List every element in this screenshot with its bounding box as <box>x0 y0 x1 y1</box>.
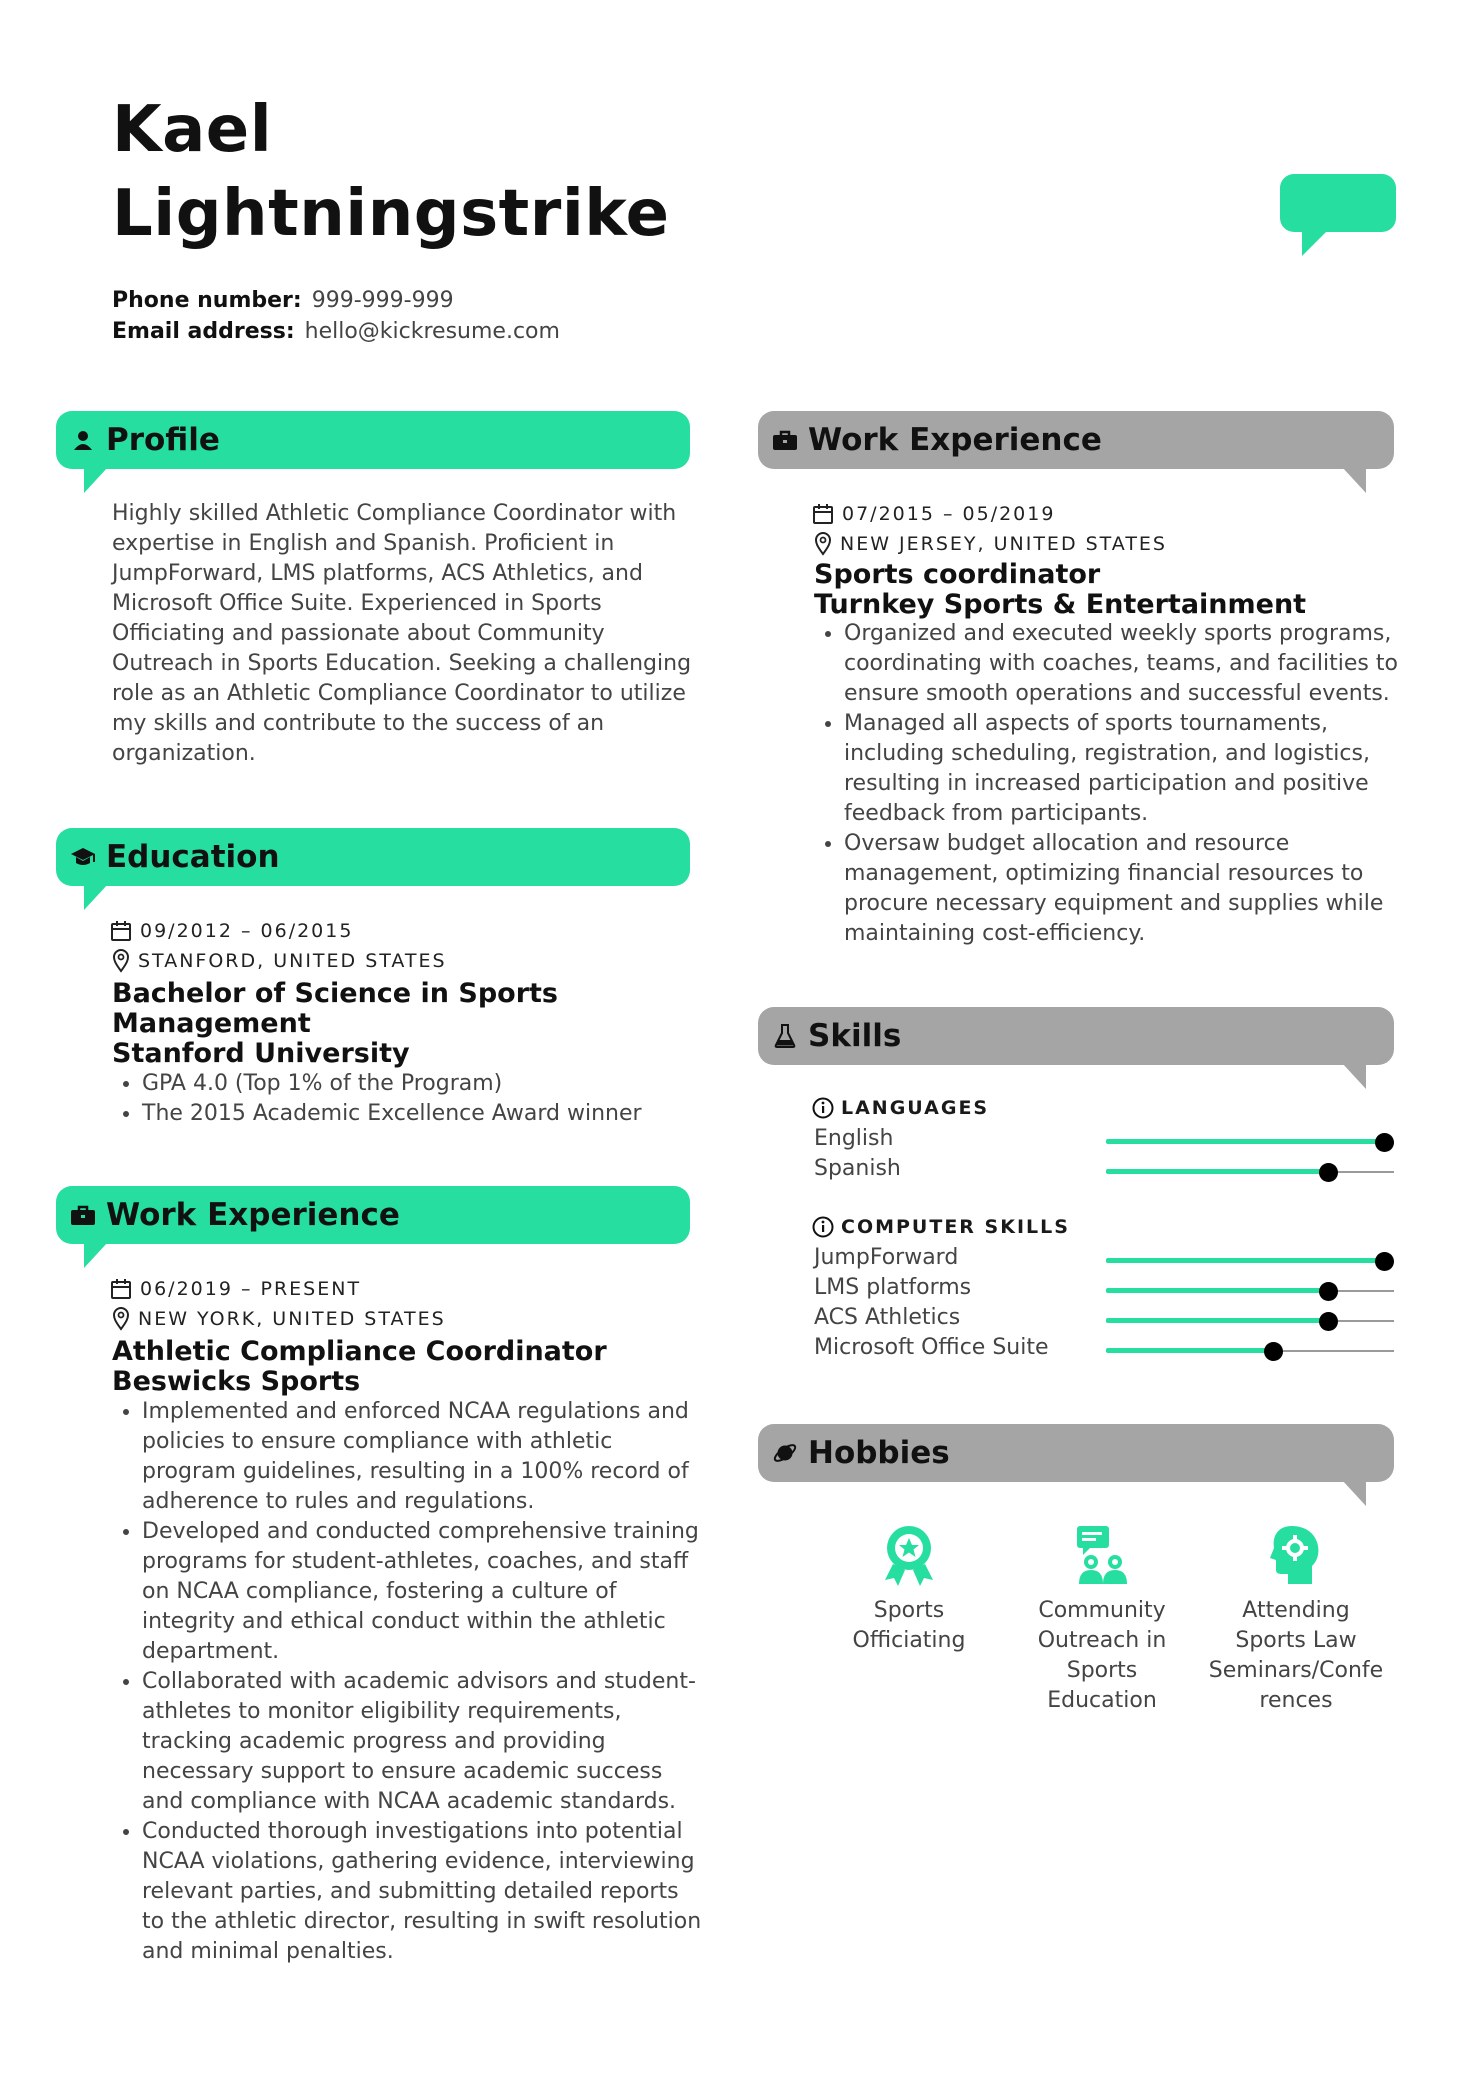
profile-summary: Highly skilled Athletic Compliance Coordinator with expertise in English and Spanish. Proficient in JumpForward, LMS platforms, ACS Athletics, and Microsoft Office Suite. Experienced in Sports Officiating and passionate about Community Outreach in Sports Education. Seeking a challenging role as an Athletic Compliance Coordinator to utilize my skills and contribute to the success of an organization. <box>112 501 692 766</box>
work-left-location: NEW YORK, UNITED STATES <box>112 1304 446 1334</box>
job-title: Athletic Compliance Coordinator <box>112 1336 607 1367</box>
planet-icon <box>772 1440 798 1466</box>
skill-name: LMS platforms <box>814 1275 972 1300</box>
education-school: Stanford University <box>112 1038 410 1069</box>
skill-level-fill <box>1106 1258 1384 1263</box>
first-name: Kael <box>112 93 273 167</box>
email-value: hello@kickresume.com <box>304 319 560 344</box>
skill-name: Microsoft Office Suite <box>814 1335 1049 1360</box>
list-item: • GPA 4.0 (Top 1% of the Program) <box>142 1069 732 1099</box>
list-item: • Organized and executed weekly sports programs, coordinating with coaches, teams, and facilities to ensure smooth operations and successful events. <box>844 619 1444 709</box>
languages-category: LANGUAGES <box>812 1097 989 1119</box>
contact-info <box>112 285 560 347</box>
calendar-icon <box>812 503 834 525</box>
work-left-job <box>112 1337 607 1397</box>
hobby-sports-officiating: Sports Officiating <box>814 1520 1004 1656</box>
work-right-bullets <box>814 619 1444 949</box>
skill-name: JumpForward <box>814 1245 959 1270</box>
work-title-left: Work Experience <box>106 1197 400 1233</box>
skill-level-fill <box>1106 1169 1328 1174</box>
last-name: Lightningstrike <box>112 177 670 251</box>
hobby-community-outreach: Community Outreach in Sports Education <box>1007 1520 1197 1716</box>
education-title: Education <box>106 839 280 875</box>
skills-title: Skills <box>808 1018 902 1054</box>
computer-skills-category: COMPUTER SKILLS <box>812 1216 1070 1238</box>
education-location: STANFORD, UNITED STATES <box>112 946 447 976</box>
people-chat-icon <box>1071 1524 1133 1586</box>
location-pin-icon <box>814 532 832 556</box>
education-dates: 09/2012 – 06/2015 <box>110 916 353 946</box>
skill-level-fill <box>1106 1348 1273 1353</box>
list-item: • Developed and conducted comprehensive training programs for student-athletes, coaches, and staff on NCAA compliance, fostering a culture of integrity and ethical conduct within the athletic department. <box>142 1517 742 1667</box>
skill-level-bar <box>1106 1320 1394 1322</box>
skill-level-dot <box>1319 1282 1338 1301</box>
location-pin-icon <box>112 1307 130 1331</box>
skill-level-dot <box>1264 1342 1283 1361</box>
skill-level-dot <box>1319 1312 1338 1331</box>
list-item: • Managed all aspects of sports tournaments, including scheduling, registration, and logistics, resulting in increased participation and positive feedback from participants. <box>844 709 1444 829</box>
list-item: • Collaborated with academic advisors and student- athletes to monitor eligibility requirements, tracking academic progress and providing necessary support to ensure academic success and compliance with NCAA academic standards. <box>142 1667 742 1817</box>
skill-level-bar <box>1106 1171 1394 1173</box>
award-ribbon-icon <box>879 1522 939 1588</box>
skill-level-dot <box>1375 1133 1394 1152</box>
info-icon <box>812 1216 834 1238</box>
skills-header <box>758 1007 1394 1065</box>
candidate-name <box>112 88 670 256</box>
work-experience-header-right <box>758 411 1394 469</box>
skill-level-fill <box>1106 1288 1328 1293</box>
skill-level-bar <box>1106 1290 1394 1292</box>
list-item: • Implemented and enforced NCAA regulations and policies to ensure compliance with athletic program guidelines, resulting in a 100% record of adherence to rules and regulations. <box>142 1397 742 1517</box>
list-item: • The 2015 Academic Excellence Award winner <box>142 1099 732 1129</box>
profile-title: Profile <box>106 422 220 458</box>
email-label: Email address: <box>112 319 295 344</box>
briefcase-icon <box>70 1202 96 1228</box>
skill-level-fill <box>1106 1318 1328 1323</box>
work-right-job <box>814 560 1306 620</box>
hobby-sports-law-seminars: Attending Sports Law Seminars/Confe rences <box>1201 1520 1391 1716</box>
head-gear-icon <box>1268 1524 1324 1586</box>
skill-name: English <box>814 1126 894 1151</box>
work-left-dates: 06/2019 – PRESENT <box>110 1274 361 1304</box>
work-experience-header-left <box>56 1186 690 1244</box>
skill-name: ACS Athletics <box>814 1305 961 1330</box>
skill-level-dot <box>1319 1163 1338 1182</box>
user-icon <box>70 427 96 453</box>
location-pin-icon <box>112 949 130 973</box>
graduation-cap-icon <box>70 844 96 870</box>
phone-label: Phone number: <box>112 288 302 313</box>
education-header <box>56 828 690 886</box>
hobbies-header <box>758 1424 1394 1482</box>
hobbies-title: Hobbies <box>808 1435 950 1471</box>
job-title: Sports coordinator <box>814 559 1101 590</box>
info-icon <box>812 1097 834 1119</box>
calendar-icon <box>110 1278 132 1300</box>
company-name: Beswicks Sports <box>112 1366 361 1397</box>
phone-value: 999-999-999 <box>311 288 454 313</box>
skill-name: Spanish <box>814 1156 901 1181</box>
skill-level-bar <box>1106 1350 1394 1352</box>
skill-level-bar <box>1106 1141 1394 1143</box>
work-left-bullets <box>112 1397 742 1967</box>
briefcase-icon <box>772 427 798 453</box>
work-right-location: NEW JERSEY, UNITED STATES <box>814 529 1167 559</box>
work-title-right: Work Experience <box>808 422 1102 458</box>
list-item: • Oversaw budget allocation and resource management, optimizing financial resources to procure necessary equipment and supplies while maintaining cost-efficiency. <box>844 829 1444 949</box>
education-bullets <box>112 1069 732 1129</box>
flask-icon <box>772 1023 798 1049</box>
profile-header <box>56 411 690 469</box>
speech-bubble-logo <box>1280 174 1396 232</box>
skill-level-fill <box>1106 1139 1384 1144</box>
company-name: Turnkey Sports & Entertainment <box>814 589 1307 620</box>
list-item: • Conducted thorough investigations into potential NCAA violations, gathering evidence, interviewing relevant parties, and submitting detailed reports to the athletic director, resulting in swift resolution and minimal penalties. <box>142 1817 742 1967</box>
education-degree: Bachelor of Science in Sports Management Stanford University <box>112 978 559 1069</box>
calendar-icon <box>110 920 132 942</box>
skill-level-bar <box>1106 1260 1394 1262</box>
skill-level-dot <box>1375 1252 1394 1271</box>
work-right-dates: 07/2015 – 05/2019 <box>812 499 1055 529</box>
